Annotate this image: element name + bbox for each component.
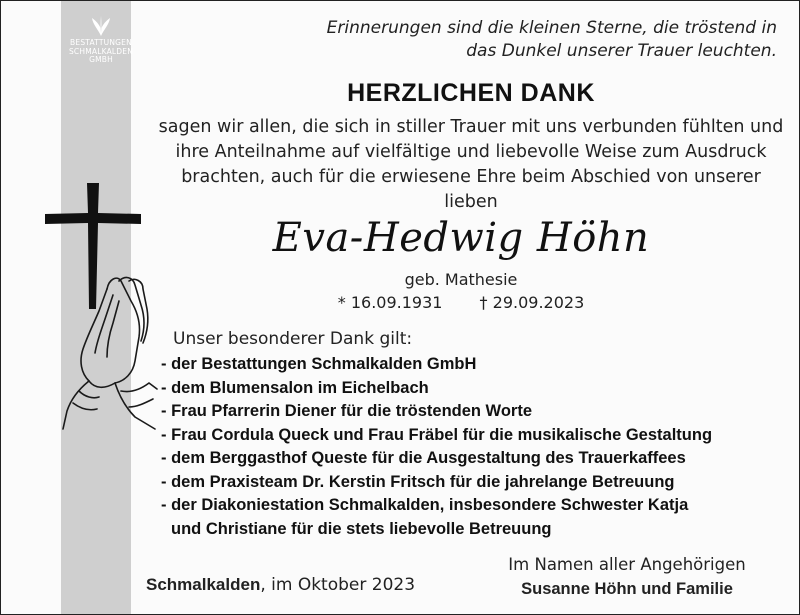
list-item: - Frau Pfarrerin Diener für die tröstenden Worte [161, 402, 533, 420]
list-item: - der Bestattungen Schmalkalden GmbH [161, 355, 477, 373]
birth-name: geb. Mathesie [404, 270, 518, 289]
list-item: - dem Praxisteam Dr. Kerstin Fritsch für die jahrelange Betreuung [161, 472, 675, 491]
intro-text [151, 115, 791, 215]
list-item: und Christiane für die stets liebevolle Betreuung [171, 519, 552, 538]
memorial-quote [297, 17, 777, 63]
intro-line-4: lieben [444, 192, 498, 212]
page-title: HERZLICHEN DANK [347, 79, 595, 107]
list-item: - dem Berggasthof Queste für die Ausgestaltung des Trauerkaffees [161, 449, 686, 467]
thanks-intro: Unser besonderer Dank gilt: [173, 329, 413, 349]
quote-line-2: das Dunkel unserer Trauer leuchten. [466, 41, 777, 61]
list-item: - dem Blumensalon im Eichelbach [161, 378, 429, 397]
place-name: Schmalkalden [146, 575, 261, 594]
thanks-list [161, 353, 712, 541]
life-dates [151, 293, 771, 312]
signature-block [477, 553, 777, 601]
funeral-home-logo [61, 15, 141, 65]
funeral-home-logo-icon [90, 15, 112, 37]
intro-line-1: sagen wir allen, die sich in stiller Trauer mit uns verbunden fühlten und [158, 117, 784, 137]
logo-line-3: GMBH [89, 55, 113, 64]
list-item: - der Diakoniestation Schmalkalden, insbesondere Schwester Katja [161, 496, 689, 514]
signature-name: Susanne Höhn und Familie [521, 580, 733, 598]
birth-date: * 16.09.1931 [337, 293, 443, 312]
list-item: - Frau Cordula Queck und Frau Fräbel für die musikalische Gestaltung [161, 425, 713, 444]
quote-line-1: Erinnerungen sind die kleinen Sterne, die tröstend in [326, 18, 777, 38]
praying-hands-icon [59, 271, 159, 431]
place-date [146, 575, 415, 595]
logo-line-2: SCHMALKALDEN [68, 46, 134, 56]
death-date: † 29.09.2023 [479, 293, 585, 312]
date-text: , im Oktober 2023 [260, 575, 416, 595]
intro-line-2: ihre Anteilnahme auf vielfältige und liebevolle Weise zum Ausdruck [175, 142, 767, 162]
on-behalf-text: Im Namen aller Angehörigen [508, 555, 746, 574]
deceased-name: Eva-Hedwig Höhn [272, 215, 650, 261]
logo-line-1: BESTATTUNGEN [70, 38, 132, 47]
intro-line-3: brachten, auch für die erwiesene Ehre beim Abschied von unserer [181, 167, 761, 187]
